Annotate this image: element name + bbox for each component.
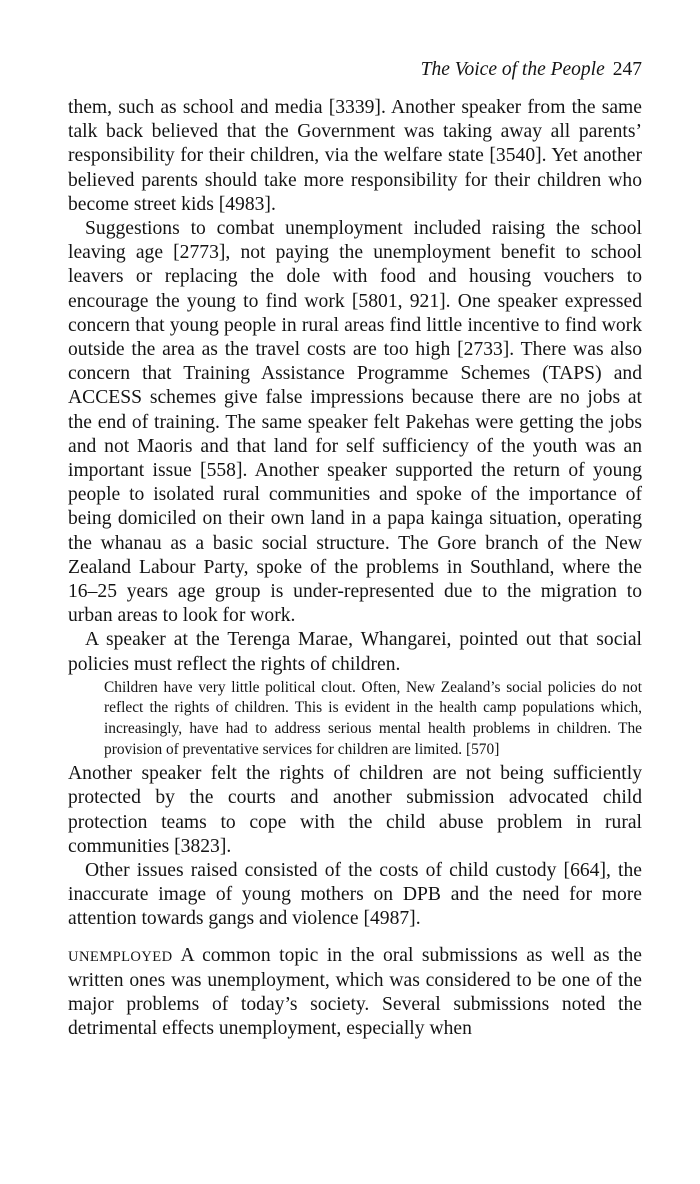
section-text: A common topic in the oral submissions as well as the written ones was unemployment, which was considered to be one of the major problems of today’s society. Several submissions noted the detrimental effects unemployment, especially when (68, 944, 642, 1040)
running-head-title: The Voice of the People (420, 59, 605, 80)
book-page (68, 58, 642, 1041)
paragraph-after-quote: Another speaker felt the rights of children are not being sufficiently protected by the courts and another submission advocated child protection teams to cope with the child abuse problem in rural communities [3823]. (68, 763, 642, 857)
paragraph-terenga-marae: A speaker at the Terenga Marae, Whangarei, pointed out that social policies must reflect the rights of children. (68, 629, 642, 675)
page-number: 247 (612, 59, 642, 80)
block-quote: Children have very little political clout. Often, New Zealand’s social policies do not reflect the rights of children. This is evident in the health camp populations which, increasingly, have had to address serious mental health problems in children. The provision of preventative services for children are limited. [570] (104, 678, 642, 758)
paragraph-other-issues: Other issues raised consisted of the costs of child custody [664], the inaccurate image of young mothers on DPB and the need for more attention towards gangs and violence [4987]. (68, 860, 642, 930)
section-unemployed (68, 944, 642, 1042)
paragraph-continued: them, such as school and media [3339]. Another speaker from the same talk back believed that the Government was taking away all parents’ responsibility for their children, via the welfare state [3540]. Yet another believed parents should take more responsibility for their children who become street kids [4983]. (68, 97, 642, 215)
paragraph-unemployment-suggestions: Suggestions to combat unemployment included raising the school leaving age [2773], not paying the unemployment benefit to school leavers or replacing the dole with food and housing vouchers to encourage the young to find work [5801, 921]. One speaker expressed concern that young people in rural areas find little incentive to find work outside the area as the travel costs are too high [2733]. There was also concern that Training Assistance Programme Schemes (TAPS) and ACCESS schemes give false impressions because there are no jobs at the end of training. The same speaker felt Pakehas were getting the jobs and not Maoris and that land for self sufficiency of the youth was an important issue [558]. Another speaker supported the return of young people to isolated rural communities and spoke of the importance of being domiciled on their own land in a papa kainga situation, operating the whanau as a basic social structure. The Gore branch of the New Zealand Labour Party, spoke of the problems in Southland, where the 16–25 years age group is under-represented due to the migration to urban areas to look for work. (68, 218, 642, 627)
running-head (68, 58, 642, 96)
section-heading: UNEMPLOYED (68, 948, 173, 965)
